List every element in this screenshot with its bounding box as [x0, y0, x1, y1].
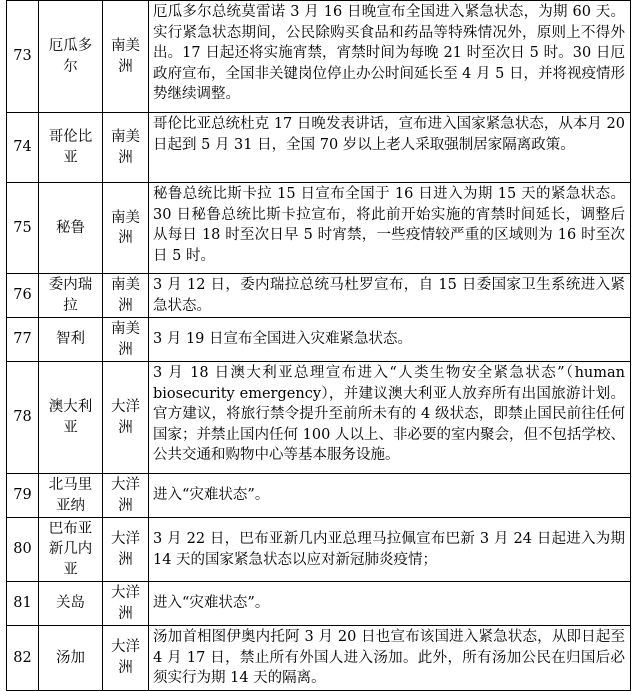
- country-cell: 汤加: [39, 626, 103, 691]
- country-cell: 巴布亚新几内亚: [39, 518, 103, 582]
- row-number: 74: [7, 113, 39, 183]
- row-number: 80: [7, 518, 39, 582]
- country-cell: 哥伦比亚: [39, 113, 103, 183]
- table-row: [7, 318, 631, 362]
- description-cell: 3 月 19 日宣布全国进入灾难紧急状态。: [149, 318, 631, 362]
- description-cell: 3 月 22 日，巴布亚新几内亚总理马拉佩宣布巴新 3 月 24 日起进入为期 14 天的国家紧急状态以应对新冠肺炎疫情；: [149, 518, 631, 582]
- region-cell: 南美洲: [103, 318, 149, 362]
- row-number: 75: [7, 183, 39, 274]
- table-row: [7, 626, 631, 691]
- region-cell: 大洋洲: [103, 518, 149, 582]
- country-cell: 北马里亚纳: [39, 474, 103, 518]
- table-row: [7, 362, 631, 474]
- document-page: [6, 0, 631, 691]
- row-number: 78: [7, 362, 39, 474]
- region-cell: 南美洲: [103, 113, 149, 183]
- description-cell: 进入“灾难状态”。: [149, 582, 631, 626]
- country-cell: 委内瑞拉: [39, 274, 103, 318]
- description-cell: 哥伦比亚总统杜克 17 日晚发表讲话，宣布进入国家紧急状态，从本月 20 日起到 5 月 31 日，全国 70 岁以上老人采取强制居家隔离政策。: [149, 113, 631, 183]
- table-row: [7, 1, 631, 113]
- description-cell: 秘鲁总统比斯卡拉 15 日宣布全国于 16 日进入为期 15 天的紧急状态。 30 日秘鲁总统比斯卡拉宣布，将此前开始实施的宵禁时间延长，调整后从每日 18 时至次日早 5 时宵禁，一些疫情较严重的区域则为 16 时至次日 5 时。: [149, 183, 631, 274]
- row-number: 81: [7, 582, 39, 626]
- description-cell: 厄瓜多尔总统莫雷诺 3 月 16 日晚宣布全国进入紧急状态，为期 60 天。实行紧急状态期间，公民除购买食品和药品等特殊情况外，原则上不得外出。17 日起还将实施宵禁，宵禁时间为每晚 21 时至次日 5 时。30 日厄政府宣布，全国非关键岗位停止办公时间延长至 4 月 5 日，并将视疫情形势继续调整。: [149, 1, 631, 113]
- table-row: [7, 113, 631, 183]
- description-cell: 3 月 18 日澳大利亚总理宣布进入“人类生物安全紧急状态”（human biosecurity emergency），并建议澳大利亚人放弃所有出国旅游计划。官方建议，将旅行禁令提升至前所未有的 4 级状态，即禁止国民前往任何国家；并禁止国内任何 100 人以上、非必要的室内聚会，但不包括学校、公共交通和购物中心等基本服务设施。: [149, 362, 631, 474]
- region-cell: 大洋洲: [103, 474, 149, 518]
- row-number: 79: [7, 474, 39, 518]
- description-cell: 3 月 12 日，委内瑞拉总统马杜罗宣布，自 15 日委国家卫生系统进入紧急状态。: [149, 274, 631, 318]
- region-cell: 南美洲: [103, 1, 149, 113]
- country-cell: 秘鲁: [39, 183, 103, 274]
- country-cell: 厄瓜多尔: [39, 1, 103, 113]
- country-cell: 澳大利亚: [39, 362, 103, 474]
- row-number: 77: [7, 318, 39, 362]
- table-row: [7, 518, 631, 582]
- country-cell: 智利: [39, 318, 103, 362]
- row-number: 76: [7, 274, 39, 318]
- description-cell: 汤加首相图伊奥内托阿 3 月 20 日也宣布该国进入紧急状态，从即日起至 4 月 17 日，禁止所有外国人进入汤加。此外，所有汤加公民在归国后必须实行为期 14 天的隔离。: [149, 626, 631, 691]
- description-cell: 进入“灾难状态”。: [149, 474, 631, 518]
- region-cell: 大洋洲: [103, 362, 149, 474]
- table-row: [7, 474, 631, 518]
- region-cell: 大洋洲: [103, 582, 149, 626]
- region-cell: 南美洲: [103, 183, 149, 274]
- table-row: [7, 274, 631, 318]
- table-row: [7, 183, 631, 274]
- country-cell: 关岛: [39, 582, 103, 626]
- row-number: 82: [7, 626, 39, 691]
- emergency-status-table: [6, 0, 631, 691]
- table-row: [7, 582, 631, 626]
- row-number: 73: [7, 1, 39, 113]
- region-cell: 大洋洲: [103, 626, 149, 691]
- region-cell: 南美洲: [103, 274, 149, 318]
